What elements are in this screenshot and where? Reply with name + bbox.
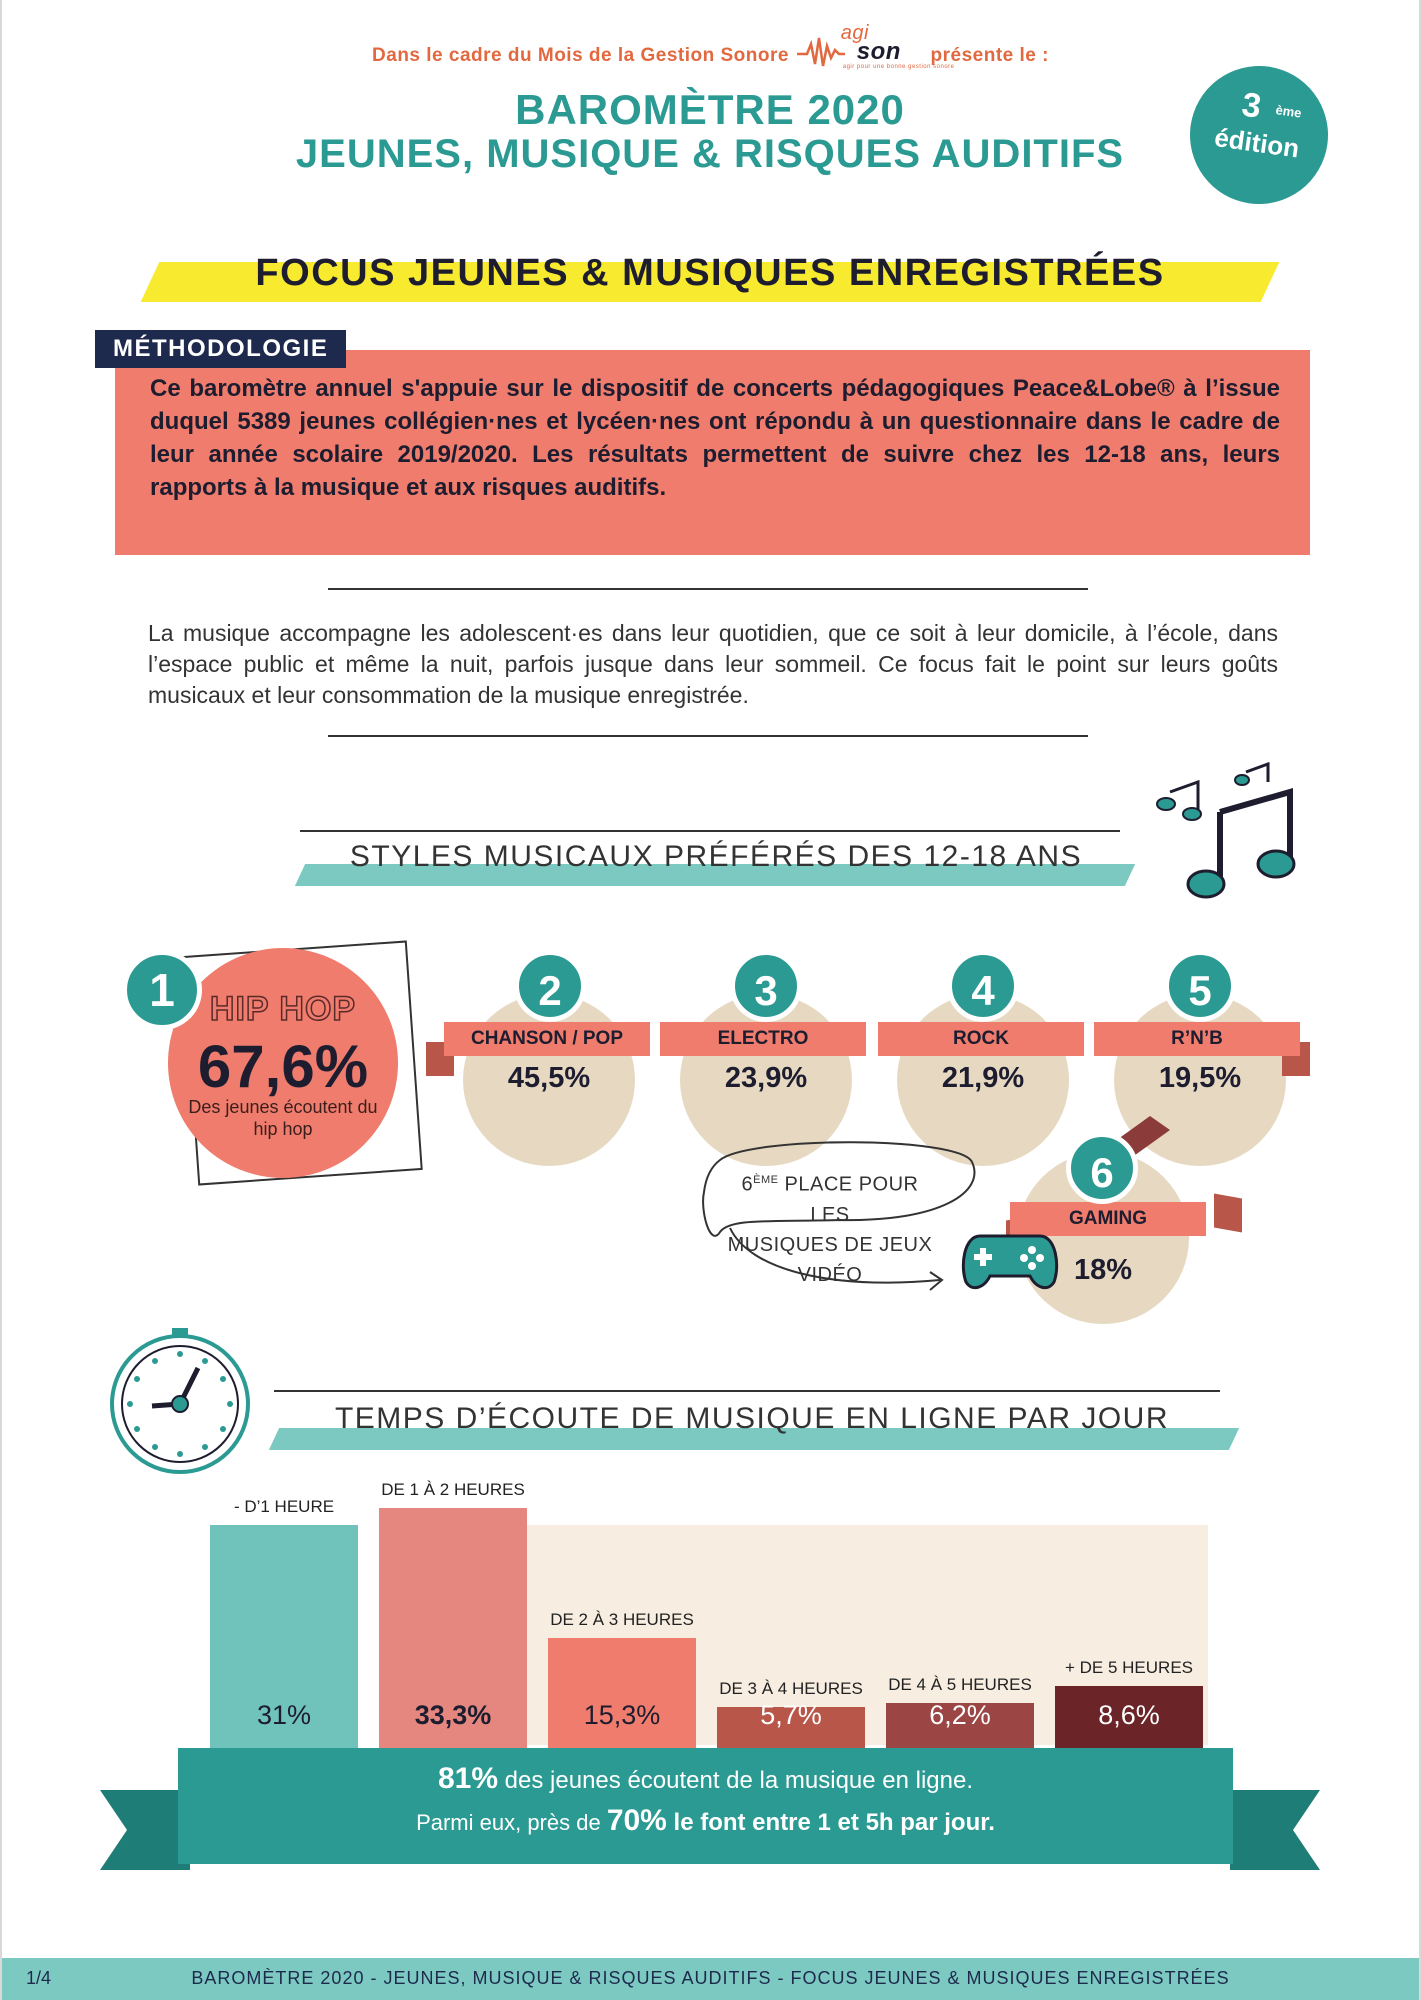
edition-number: 3 xyxy=(1239,85,1264,126)
rank-5-badge: 5 xyxy=(1164,950,1236,1022)
styles-section-title: STYLES MUSICAUX PRÉFÉRÉS DES 12-18 ANS xyxy=(349,840,1083,873)
style-2-ribbon: CHANSON / POP xyxy=(444,1022,650,1056)
focus-title: FOCUS JEUNES & MUSIQUES ENREGISTRÉES xyxy=(255,252,1165,294)
banner-line1 xyxy=(178,1762,1233,1796)
style-6-ribbon: GAMING xyxy=(1010,1202,1206,1236)
style-4-value: 21,9% xyxy=(941,1062,1025,1094)
bar-value-1: 31% xyxy=(256,1700,312,1730)
rank-1-badge: 1 xyxy=(122,950,202,1030)
bar-category-6: + DE 5 HEURES xyxy=(1064,1658,1193,1678)
bar-category-2: DE 1 À 2 HEURES xyxy=(381,1480,525,1500)
hiphop-value: 67,6% xyxy=(197,1033,369,1100)
hiphop-name: HIP HOP xyxy=(209,990,357,1028)
banner-81: 81% xyxy=(437,1762,499,1795)
bubble-rank-num: 6 xyxy=(741,1173,754,1196)
bar-category-1: - D’1 HEURE xyxy=(233,1496,335,1516)
bar-3 xyxy=(548,1638,696,1748)
intro-paragraph: La musique accompagne les adolescent·es dans leur quotidien, que ce soit à leur domicile, à l’école, dans l’espace public et même la nuit, parfois jusque dans leur sommeil. Ce focus fait le point sur leurs goûts musicaux et leur consommation de la musique enregistrée. xyxy=(148,620,1278,708)
bar-value-5: 6,2% xyxy=(929,1700,991,1730)
listening-section-title: TEMPS D’ÉCOUTE DE MUSIQUE EN LIGNE PAR JOUR xyxy=(334,1402,1170,1435)
banner-line2 xyxy=(178,1804,1233,1838)
bar-category-4: DE 3 À 4 HEURES xyxy=(719,1678,863,1698)
rank-4-badge: 4 xyxy=(947,950,1019,1022)
banner-wing-right xyxy=(1230,1790,1320,1870)
logo-agi: agi xyxy=(840,22,869,44)
edition-sup: ème xyxy=(1274,102,1303,121)
style-4-ribbon: ROCK xyxy=(878,1022,1084,1056)
rank-6-badge: 6 xyxy=(1066,1132,1138,1204)
footer-page-number: 1/4 xyxy=(26,1968,52,1988)
intro-left-text: Dans le cadre du Mois de la Gestion Sonore xyxy=(372,45,789,67)
hiphop-description: Des jeunes écoutent du hip hop xyxy=(188,1097,378,1139)
edition-word: édition xyxy=(1212,121,1302,164)
style-3-ribbon: ELECTRO xyxy=(660,1022,866,1056)
rank-2-badge: 2 xyxy=(514,950,586,1022)
bubble-rank-sup: ÈME xyxy=(753,1174,779,1186)
banner-wing-left xyxy=(100,1790,190,1870)
rank-3-badge: 3 xyxy=(730,950,802,1022)
intro-right-text: présente le : xyxy=(930,45,1049,67)
style-6-value: 18% xyxy=(1073,1254,1133,1286)
main-title-line2: JEUNES, MUSIQUE & RISQUES AUDITIFS xyxy=(295,132,1125,176)
methodology-text: Ce baromètre annuel s'appuie sur le dispositif de concerts pédagogiques Peace&Lobe® à l’issue duquel 5389 jeunes collégien·nes et lycéen·nes ont répondu à un questionnaire dans le cadre de leur année scolaire 2019/2020. Les résultats permettent de suivre chez les 12-18 ans, leurs rapports à la musique et aux risques auditifs. xyxy=(150,375,1280,501)
banner-line2-pre: Parmi eux, près de xyxy=(416,1810,607,1835)
bar-value-6: 8,6% xyxy=(1098,1700,1160,1730)
main-title-line1: BAROMÈTRE 2020 xyxy=(515,86,905,133)
bar-category-3: DE 2 À 3 HEURES xyxy=(550,1609,694,1629)
style-5-value: 19,5% xyxy=(1158,1062,1242,1094)
banner-line2-strong: le font entre 1 et 5h par jour. xyxy=(666,1809,995,1836)
style-5-ribbon: R’N’B xyxy=(1094,1022,1300,1056)
bar-category-5: DE 4 À 5 HEURES xyxy=(888,1675,1032,1695)
banner-70: 70% xyxy=(606,1804,667,1837)
logo-son: son xyxy=(856,38,901,65)
logo-tagline: agir pour une bonne gestion sonore xyxy=(842,64,955,70)
style-2-value: 45,5% xyxy=(507,1062,591,1094)
bubble-line2: MUSIQUES DE JEUX VIDÉO xyxy=(727,1233,933,1286)
bubble-rank-rest: PLACE POUR LES xyxy=(784,1173,919,1226)
bar-value-4: 5,7% xyxy=(760,1700,822,1730)
banner-line1-rest: des jeunes écoutent de la musique en ligne. xyxy=(498,1767,974,1794)
style-3-value: 23,9% xyxy=(724,1062,808,1094)
bar-value-2: 33,3% xyxy=(414,1700,492,1730)
methodology-label: MÉTHODOLOGIE xyxy=(95,330,346,368)
bar-value-3: 15,3% xyxy=(583,1700,661,1730)
footer-text: BAROMÈTRE 2020 - JEUNES, MUSIQUE & RISQUES AUDITIFS - FOCUS JEUNES & MUSIQUES ENREGISTRÉES xyxy=(191,1968,1230,1988)
